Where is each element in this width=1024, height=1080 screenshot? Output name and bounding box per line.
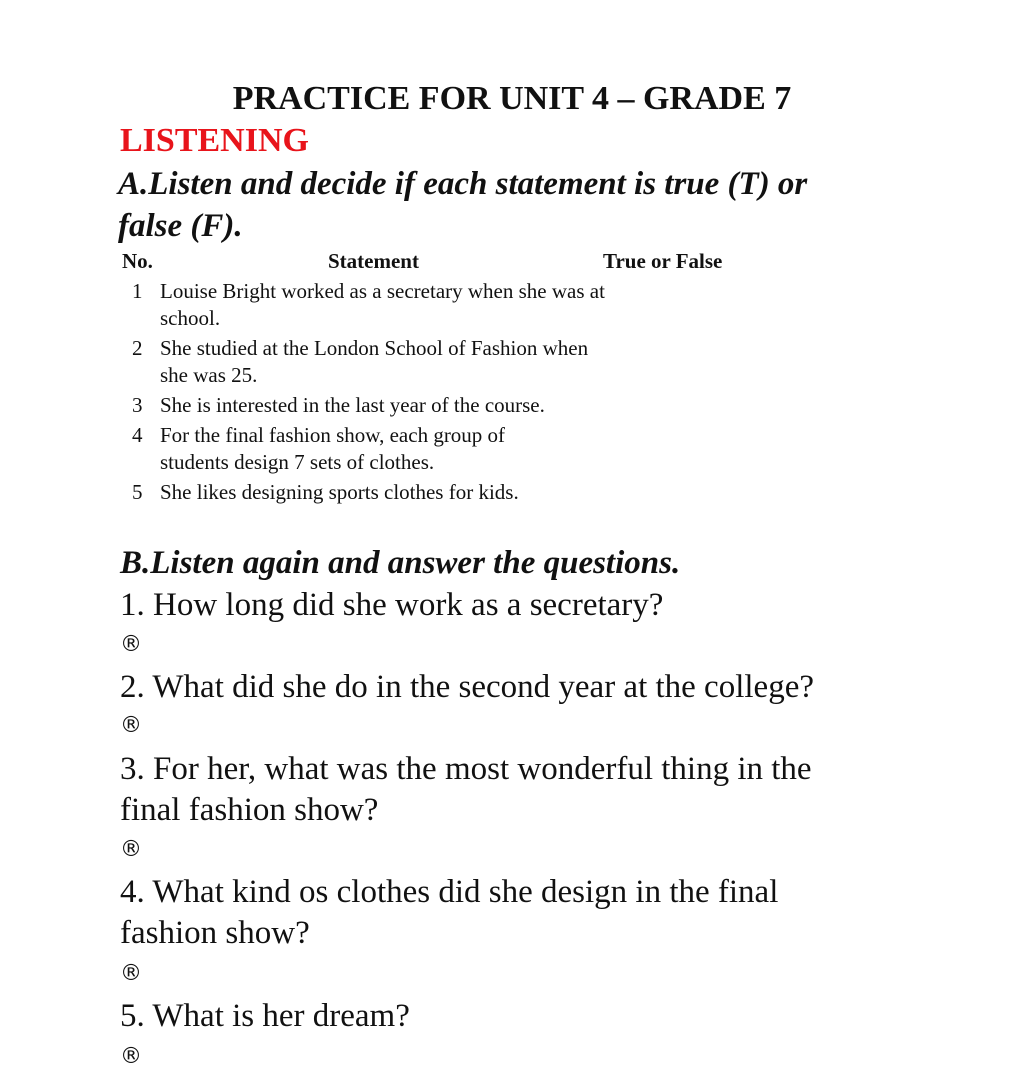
part-b-heading: B.Listen again and answer the questions.: [120, 545, 681, 581]
answer-marker-icon: ®: [120, 961, 142, 986]
column-header-no: No.: [122, 249, 153, 273]
row-number: 3: [132, 393, 143, 417]
column-header-true-false: True or False: [603, 249, 723, 273]
row-number: 1: [132, 279, 143, 303]
row-statement: She is interested in the last year of the course.: [160, 393, 545, 417]
answer-marker-icon: ®: [120, 713, 142, 738]
column-header-statement: Statement: [328, 249, 419, 273]
row-statement: She likes designing sports clothes for kids.: [160, 480, 519, 504]
question-5: 5. What is her dream?: [120, 998, 410, 1034]
question-1: 1. How long did she work as a secretary?: [120, 587, 664, 623]
row-statement: Louise Bright worked as a secretary when she was at school.: [160, 279, 605, 330]
page-title: PRACTICE FOR UNIT 4 – GRADE 7: [232, 80, 792, 117]
row-statement: For the final fashion show, each group of students design 7 sets of clothes.: [160, 423, 506, 474]
question-2: 2. What did she do in the second year at the college?: [120, 669, 814, 705]
section-label-listening: LISTENING: [120, 122, 309, 159]
question-3: 3. For her, what was the most wonderful thing in the final fashion show?: [120, 751, 812, 828]
row-number: 4: [132, 423, 143, 447]
part-a-heading: A.Listen and decide if each statement is true (T) or false (F).: [118, 166, 808, 244]
answer-marker-icon: ®: [120, 837, 142, 862]
row-number: 2: [132, 336, 143, 360]
answer-marker-icon: ®: [120, 632, 142, 657]
answer-marker-icon: ®: [120, 1044, 142, 1069]
row-number: 5: [132, 480, 143, 504]
question-4: 4. What kind os clothes did she design in the final fashion show?: [120, 874, 779, 951]
row-statement: She studied at the London School of Fashion when she was 25.: [160, 336, 589, 387]
